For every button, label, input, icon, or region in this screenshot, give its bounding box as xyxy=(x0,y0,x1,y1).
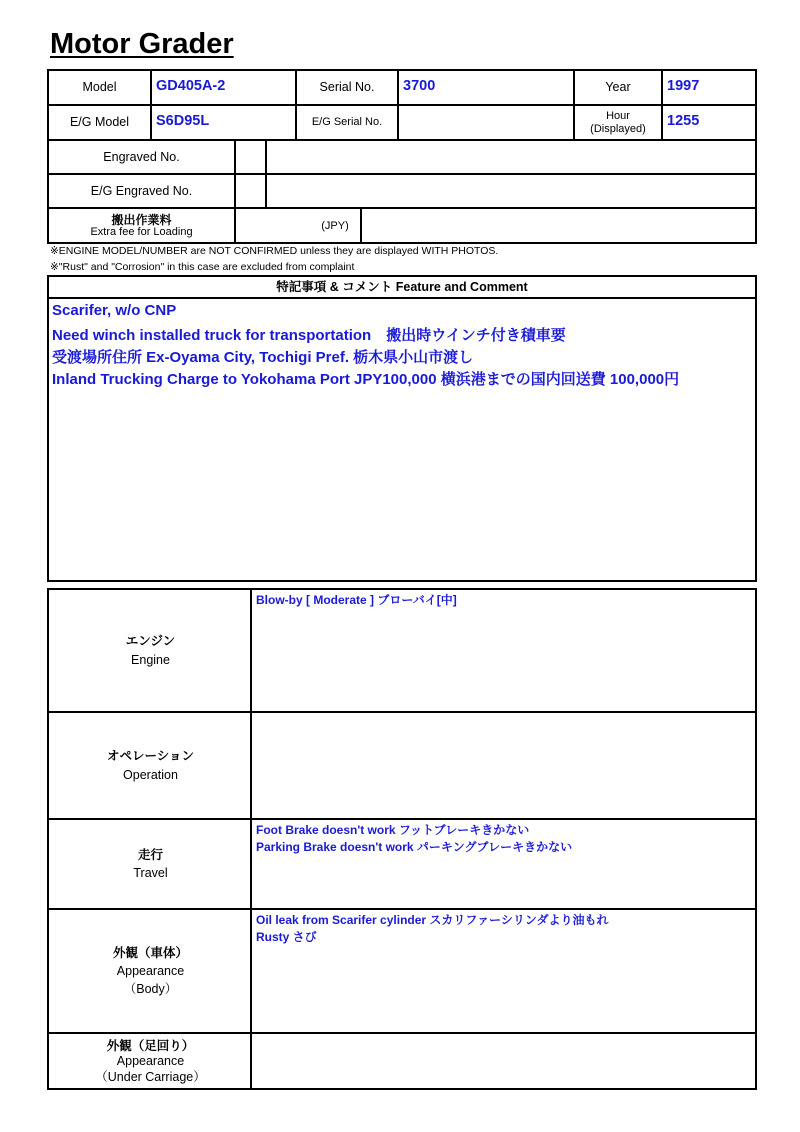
note-engine: ※ENGINE MODEL/NUMBER are NOT CONFIRMED unless they are displayed WITH PHOTOS. xyxy=(50,245,499,257)
body-note-1: Oil leak from Scarifer cylinder スカリファーシリンダより油もれ xyxy=(256,913,609,927)
travel-note-2: Parking Brake doesn't work パーキングブレーキきかない xyxy=(256,840,573,854)
page-title: Motor Grader xyxy=(50,28,234,60)
col-divider xyxy=(150,69,152,139)
hour-label-line2: (Displayed) xyxy=(590,122,646,135)
hour-label xyxy=(575,106,661,139)
feature-box xyxy=(47,275,757,582)
col-divider xyxy=(265,139,267,207)
body-label-en: Appearance xyxy=(116,963,185,978)
hour-value: 1255 xyxy=(667,113,700,129)
body-label xyxy=(50,910,251,1032)
eg-serial-label: E/G Serial No. xyxy=(311,116,383,129)
under-label-jp: 外観（足回り） xyxy=(106,1038,195,1053)
col-divider xyxy=(397,69,399,139)
eg-model-value: S6D95L xyxy=(156,113,210,129)
operation-label xyxy=(50,713,251,818)
col-divider xyxy=(234,139,236,244)
serial-label: Serial No. xyxy=(319,80,375,95)
feature-line-2: Need winch installed truck for transportation 搬出時ウインチ付き積車要 xyxy=(52,327,566,344)
eg-engraved-label: E/G Engraved No. xyxy=(90,183,193,198)
feature-header: 特記事項 & コメント Feature and Comment xyxy=(276,279,528,294)
loading-fee-label xyxy=(49,209,234,243)
feature-line-3: 受渡場所住所 Ex-Oyama City, Tochigi Pref. 栃木県小山市渡し xyxy=(52,349,474,366)
body-note-2: Rusty さび xyxy=(256,930,317,944)
engine-note-1: Blow-by [ Moderate ] ブローバイ[中] xyxy=(256,593,457,607)
feature-line-4: Inland Trucking Charge to Yokohama Port JPY100,000 横浜港までの国内回送費 100,000円 xyxy=(52,371,680,388)
body-label-en2: （Body） xyxy=(123,982,178,997)
travel-label xyxy=(50,820,251,908)
year-value: 1997 xyxy=(667,78,700,94)
under-label-en2: （Under Carriage） xyxy=(95,1069,206,1084)
eg-model-label: E/G Model xyxy=(69,115,130,130)
engine-label-en: Engine xyxy=(131,652,170,667)
operation-label-jp: オペレーション xyxy=(106,749,194,764)
serial-value: 3700 xyxy=(403,78,436,94)
currency-label: (JPY) xyxy=(321,219,349,232)
under-label xyxy=(50,1034,251,1090)
engraved-label: Engraved No. xyxy=(103,149,180,164)
operation-label-en: Operation xyxy=(123,767,178,782)
under-label-en: Appearance xyxy=(116,1054,185,1069)
model-label: Model xyxy=(82,80,117,95)
loading-fee-label-jp: 搬出作業料 xyxy=(111,212,172,227)
travel-label-jp: 走行 xyxy=(137,847,163,862)
travel-note-1: Foot Brake doesn't work フットブレーキきかない xyxy=(256,823,530,837)
engine-label-jp: エンジン xyxy=(125,634,176,649)
col-divider xyxy=(661,69,663,139)
model-value: GD405A-2 xyxy=(156,78,226,94)
year-label: Year xyxy=(605,80,631,95)
feature-line-1: Scarifer, w/o CNP xyxy=(52,302,177,319)
engine-label xyxy=(50,590,251,711)
body-label-jp: 外観（車体） xyxy=(112,945,188,960)
hour-label-line1: Hour xyxy=(606,109,630,122)
note-rust: ※"Rust" and "Corrosion" in this case are excluded from complaint xyxy=(50,261,355,273)
feature-header-divider xyxy=(47,297,757,299)
loading-fee-label-en: Extra fee for Loading xyxy=(90,225,193,238)
travel-label-en: Travel xyxy=(133,866,168,880)
